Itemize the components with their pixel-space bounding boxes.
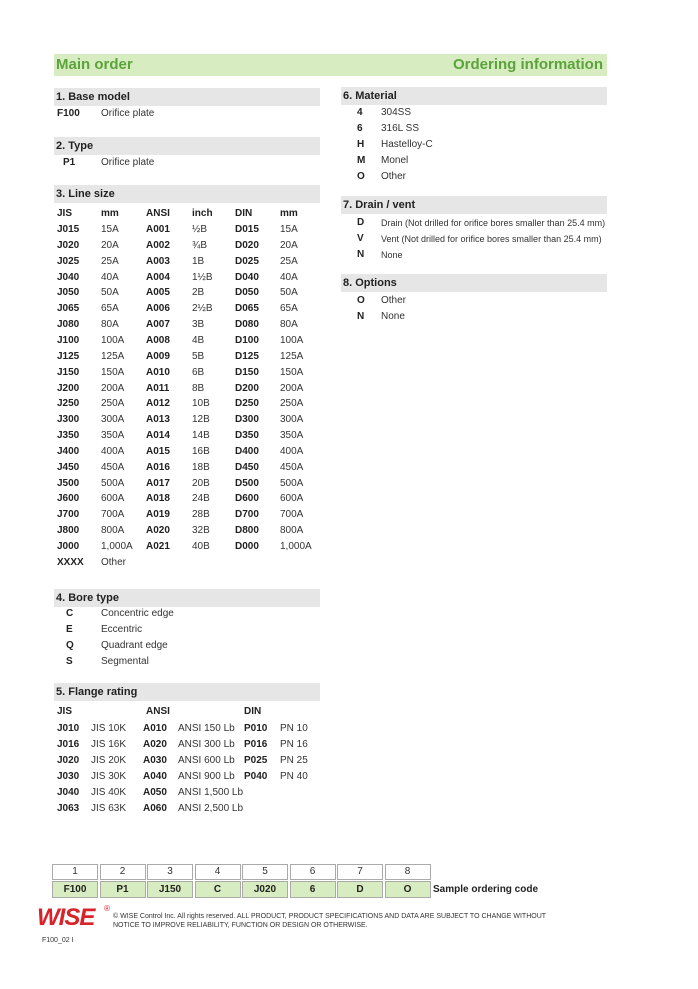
line-size-cell: ¾B [192, 239, 208, 251]
line-size-cell: 20A [280, 239, 298, 251]
flange-cell: P040 [244, 771, 268, 782]
line-size-cell: 4B [192, 334, 205, 346]
sample-code-value: J020 [242, 881, 288, 898]
line-size-cell: D250 [235, 398, 259, 410]
line-size-cell: 150A [101, 366, 125, 378]
line-size-cell: D000 [235, 541, 259, 552]
line-size-cell: 100A [280, 334, 304, 346]
sample-code-value: O [385, 881, 431, 898]
line-size-col-header: DIN [235, 208, 253, 219]
section-line-size-header: 3. Line size [54, 185, 320, 203]
line-size-cell: A009 [146, 350, 170, 362]
line-size-cell: J020 [57, 239, 80, 251]
bore-type-desc: Eccentric [101, 624, 143, 635]
line-size-cell: J400 [57, 445, 80, 457]
flange-cell: PN 16 [280, 739, 308, 750]
line-size-cell: J500 [57, 477, 80, 489]
section-flange-rating-header: 5. Flange rating [54, 683, 320, 701]
bore-type-desc: Segmental [101, 656, 149, 667]
flange-cell: P016 [244, 739, 268, 750]
line-size-cell: J065 [57, 303, 80, 315]
line-size-cell: A007 [146, 319, 170, 331]
base-model-code: F100 [57, 108, 80, 119]
line-size-cell: D800 [235, 525, 259, 537]
line-size-cell: J250 [57, 398, 80, 410]
type-code: P1 [63, 157, 76, 168]
line-size-cell: 300A [280, 414, 304, 426]
line-size-cell: 24B [192, 493, 210, 505]
line-size-cell: A006 [146, 303, 170, 315]
line-size-cell: J200 [57, 382, 80, 394]
line-size-cell: ½B [192, 224, 208, 235]
option-desc: None [381, 311, 405, 322]
line-size-cell: 700A [101, 509, 125, 521]
line-size-cell: D450 [235, 461, 259, 473]
line-size-cell: J080 [57, 319, 80, 331]
line-size-cell: 5B [192, 350, 205, 362]
line-size-cell: 700A [280, 509, 304, 521]
material-code: H [357, 139, 365, 150]
line-size-cell: J350 [57, 430, 80, 442]
drain-vent-desc: Drain (Not drilled for orifice bores smaller than 25.4 mm) [381, 218, 606, 228]
bore-type-code: E [66, 624, 73, 635]
line-size-other-desc: Other [101, 556, 127, 568]
page-number: F100_02 I [42, 937, 74, 944]
line-size-cell: 300A [101, 414, 125, 426]
line-size-cell: A005 [146, 287, 170, 299]
flange-cell: ANSI 2,500 Lb [178, 803, 244, 814]
material-code: M [357, 155, 366, 166]
line-size-cell: 1,000A [280, 541, 312, 552]
line-size-cell: 12B [192, 414, 210, 426]
flange-cell: A030 [143, 755, 167, 766]
line-size-cell: J015 [57, 224, 80, 235]
bore-type-desc: Concentric edge [101, 608, 174, 619]
sample-position-number: 7 [337, 864, 383, 880]
line-size-cell: 65A [280, 303, 298, 315]
material-code: 6 [357, 123, 363, 134]
line-size-cell: 250A [280, 398, 304, 410]
line-size-col-header: JIS [57, 208, 73, 219]
line-size-cell: D500 [235, 477, 259, 489]
line-size-cell: 150A [280, 366, 304, 378]
line-size-cell: 400A [101, 445, 125, 457]
sample-position-number: 2 [100, 864, 146, 880]
line-size-cell: 50A [101, 287, 119, 299]
line-size-cell: 1,000A [101, 541, 133, 552]
flange-cell: P025 [244, 755, 268, 766]
line-size-cell: J700 [57, 509, 80, 521]
flange-cell: A020 [143, 739, 167, 750]
line-size-cell: 18B [192, 461, 210, 473]
line-size-cell: A014 [146, 430, 170, 442]
option-code: N [357, 311, 365, 322]
line-size-cell: 28B [192, 509, 210, 521]
line-size-cell: 400A [280, 445, 304, 457]
option-desc: Other [381, 295, 407, 306]
line-size-cell: J025 [57, 255, 80, 267]
flange-cell: J063 [57, 803, 80, 814]
line-size-cell: 6B [192, 366, 205, 378]
drain-vent-desc: None [381, 250, 403, 260]
flange-cell: ANSI 150 Lb [178, 723, 235, 734]
line-size-cell: J300 [57, 414, 80, 426]
line-size-cell: 2B [192, 287, 205, 299]
copyright-line-2: NOTICE TO IMPROVE RELIABILITY, FUNCTION OR DESIGN OR OTHERWISE. [113, 922, 368, 929]
line-size-cell: D015 [235, 224, 259, 235]
line-size-col-header: mm [280, 208, 298, 219]
flange-cell: PN 40 [280, 771, 308, 782]
sample-position-number: 5 [242, 864, 288, 880]
section-bore-type-header: 4. Bore type [54, 589, 320, 607]
flange-col-header: DIN [244, 706, 262, 717]
flange-cell: A050 [143, 787, 167, 798]
line-size-cell: 65A [101, 303, 119, 315]
line-size-cell: 8B [192, 382, 205, 394]
line-size-cell: D080 [235, 319, 259, 331]
sample-position-number: 4 [195, 864, 241, 880]
sample-position-number: 3 [147, 864, 193, 880]
line-size-cell: D200 [235, 382, 259, 394]
flange-cell: J020 [57, 755, 80, 766]
line-size-cell: 1B [192, 255, 205, 267]
line-size-cell: A011 [146, 382, 170, 394]
line-size-cell: 25A [280, 255, 298, 267]
sample-code-value: 6 [290, 881, 336, 898]
material-desc: Other [381, 171, 407, 182]
sample-code-value: P1 [100, 881, 146, 898]
flange-cell: JIS 40K [91, 787, 127, 798]
line-size-cell: 125A [101, 350, 125, 362]
line-size-cell: D700 [235, 509, 259, 521]
line-size-cell: J600 [57, 493, 80, 505]
drain-vent-desc: Vent (Not drilled for orifice bores smaller than 25.4 mm) [381, 234, 602, 244]
flange-cell: J040 [57, 787, 80, 798]
line-size-cell: D400 [235, 445, 259, 457]
flange-cell: A010 [143, 723, 167, 734]
line-size-cell: A018 [146, 493, 170, 505]
line-size-cell: 40A [101, 271, 119, 283]
line-size-cell: D125 [235, 350, 259, 362]
line-size-cell: J050 [57, 287, 80, 299]
line-size-cell: A019 [146, 509, 170, 521]
material-code: 4 [357, 107, 363, 118]
flange-col-header: JIS [57, 706, 73, 717]
line-size-cell: 15A [101, 224, 119, 235]
line-size-cell: D300 [235, 414, 259, 426]
line-size-cell: A020 [146, 525, 170, 537]
sample-position-number: 6 [290, 864, 336, 880]
flange-cell: J030 [57, 771, 80, 782]
option-code: O [357, 295, 365, 306]
drain-vent-code: N [357, 249, 365, 260]
flange-cell: PN 10 [280, 723, 308, 734]
sample-code-value: D [337, 881, 383, 898]
line-size-cell: 600A [101, 493, 125, 505]
line-size-cell: A015 [146, 445, 170, 457]
line-size-cell: 500A [280, 477, 304, 489]
flange-cell: JIS 30K [91, 771, 127, 782]
line-size-cell: 350A [101, 430, 125, 442]
line-size-col-header: ANSI [146, 208, 170, 219]
line-size-cell: 40A [280, 271, 298, 283]
bore-type-code: Q [66, 640, 74, 651]
line-size-cell: A021 [146, 541, 170, 552]
line-size-cell: J125 [57, 350, 80, 362]
wise-logo: WISE [37, 904, 95, 931]
line-size-cell: A001 [146, 224, 170, 235]
line-size-cell: 125A [280, 350, 304, 362]
line-size-cell: A016 [146, 461, 170, 473]
flange-cell: A040 [143, 771, 167, 782]
line-size-cell: J150 [57, 366, 80, 378]
line-size-cell: A012 [146, 398, 170, 410]
line-size-cell: 100A [101, 334, 125, 346]
line-size-cell: A003 [146, 255, 170, 267]
line-size-cell: 80A [101, 319, 119, 331]
line-size-cell: 16B [192, 445, 210, 457]
line-size-cell: J450 [57, 461, 80, 473]
line-size-cell: 800A [101, 525, 125, 537]
section-base-model-header: 1. Base model [54, 88, 320, 106]
line-size-cell: D600 [235, 493, 259, 505]
line-size-cell: 3B [192, 319, 205, 331]
flange-cell: A060 [143, 803, 167, 814]
line-size-cell: 200A [101, 382, 125, 394]
bore-type-code: S [66, 656, 73, 667]
material-desc: Monel [381, 155, 409, 166]
line-size-cell: 2½B [192, 303, 213, 315]
line-size-cell: 600A [280, 493, 304, 505]
material-desc: Hastelloy-C [381, 139, 433, 150]
line-size-cell: D040 [235, 271, 259, 283]
line-size-cell: 50A [280, 287, 298, 299]
flange-cell: P010 [244, 723, 268, 734]
sample-code-value: F100 [52, 881, 98, 898]
base-model-desc: Orifice plate [101, 108, 155, 119]
flange-cell: J010 [57, 723, 80, 734]
line-size-cell: J800 [57, 525, 80, 537]
section-options-header: 8. Options [341, 274, 607, 292]
line-size-cell: 14B [192, 430, 210, 442]
flange-cell: JIS 20K [91, 755, 127, 766]
bore-type-desc: Quadrant edge [101, 640, 168, 651]
line-size-cell: 40B [192, 541, 210, 552]
registered-mark: ® [104, 904, 110, 913]
flange-cell: J016 [57, 739, 80, 750]
line-size-cell: J000 [57, 541, 80, 552]
line-size-cell: 10B [192, 398, 210, 410]
line-size-cell: 250A [101, 398, 125, 410]
line-size-cell: A013 [146, 414, 170, 426]
line-size-cell: 15A [280, 224, 298, 235]
line-size-cell: 500A [101, 477, 125, 489]
line-size-col-header: mm [101, 208, 119, 219]
main-order-title: Main order [56, 56, 133, 73]
line-size-cell: D100 [235, 334, 259, 346]
section-material-header: 6. Material [341, 87, 607, 105]
line-size-cell: 800A [280, 525, 304, 537]
flange-cell: ANSI 1,500 Lb [178, 787, 244, 798]
line-size-cell: D020 [235, 239, 259, 251]
line-size-cell: D025 [235, 255, 259, 267]
line-size-cell: J100 [57, 334, 80, 346]
line-size-cell: A010 [146, 366, 170, 378]
flange-cell: ANSI 600 Lb [178, 755, 235, 766]
line-size-cell: A017 [146, 477, 170, 489]
line-size-cell: D050 [235, 287, 259, 299]
copyright-line-1: © WISE Control Inc. All rights reserved. ALL PRODUCT, PRODUCT SPECIFICATIONS AND DATA ARE SUBJECT TO CHANGE WITHOUT [113, 913, 547, 920]
flange-cell: ANSI 300 Lb [178, 739, 235, 750]
line-size-cell: A002 [146, 239, 170, 251]
line-size-cell: D065 [235, 303, 259, 315]
flange-cell: ANSI 900 Lb [178, 771, 235, 782]
line-size-cell: A008 [146, 334, 170, 346]
bore-type-code: C [66, 608, 74, 619]
sample-position-number: 1 [52, 864, 98, 880]
flange-cell: JIS 10K [91, 723, 127, 734]
ordering-information-title: Ordering information [453, 56, 603, 73]
copyright-notice [113, 912, 593, 930]
line-size-cell: 200A [280, 382, 304, 394]
drain-vent-code: V [357, 233, 364, 244]
line-size-cell: 20A [101, 239, 119, 251]
line-size-cell: 1½B [192, 271, 213, 283]
line-size-cell: D150 [235, 366, 259, 378]
drain-vent-code: D [357, 217, 365, 228]
line-size-col-header: inch [192, 208, 213, 219]
line-size-cell: 25A [101, 255, 119, 267]
line-size-cell: 450A [280, 461, 304, 473]
section-type-header: 2. Type [54, 137, 320, 155]
flange-cell: JIS 16K [91, 739, 127, 750]
line-size-other-code: XXXX [57, 556, 84, 568]
line-size-cell: 20B [192, 477, 210, 489]
flange-col-header: ANSI [146, 706, 170, 717]
line-size-cell: D350 [235, 430, 259, 442]
type-desc: Orifice plate [101, 157, 155, 168]
title-bar [54, 54, 607, 76]
material-desc: 316L SS [381, 123, 419, 134]
flange-cell: PN 25 [280, 755, 308, 766]
line-size-cell: J040 [57, 271, 80, 283]
section-drain-vent-header: 7. Drain / vent [341, 196, 607, 214]
line-size-cell: 450A [101, 461, 125, 473]
flange-cell: JIS 63K [91, 803, 127, 814]
line-size-cell: 80A [280, 319, 298, 331]
sample-ordering-code-label: Sample ordering code [433, 884, 539, 895]
sample-code-value: J150 [147, 881, 193, 898]
line-size-cell: 350A [280, 430, 304, 442]
material-desc: 304SS [381, 107, 412, 118]
sample-position-number: 8 [385, 864, 431, 880]
sample-code-value: C [195, 881, 241, 898]
line-size-cell: 32B [192, 525, 210, 537]
line-size-cell: A004 [146, 271, 170, 283]
material-code: O [357, 171, 365, 182]
